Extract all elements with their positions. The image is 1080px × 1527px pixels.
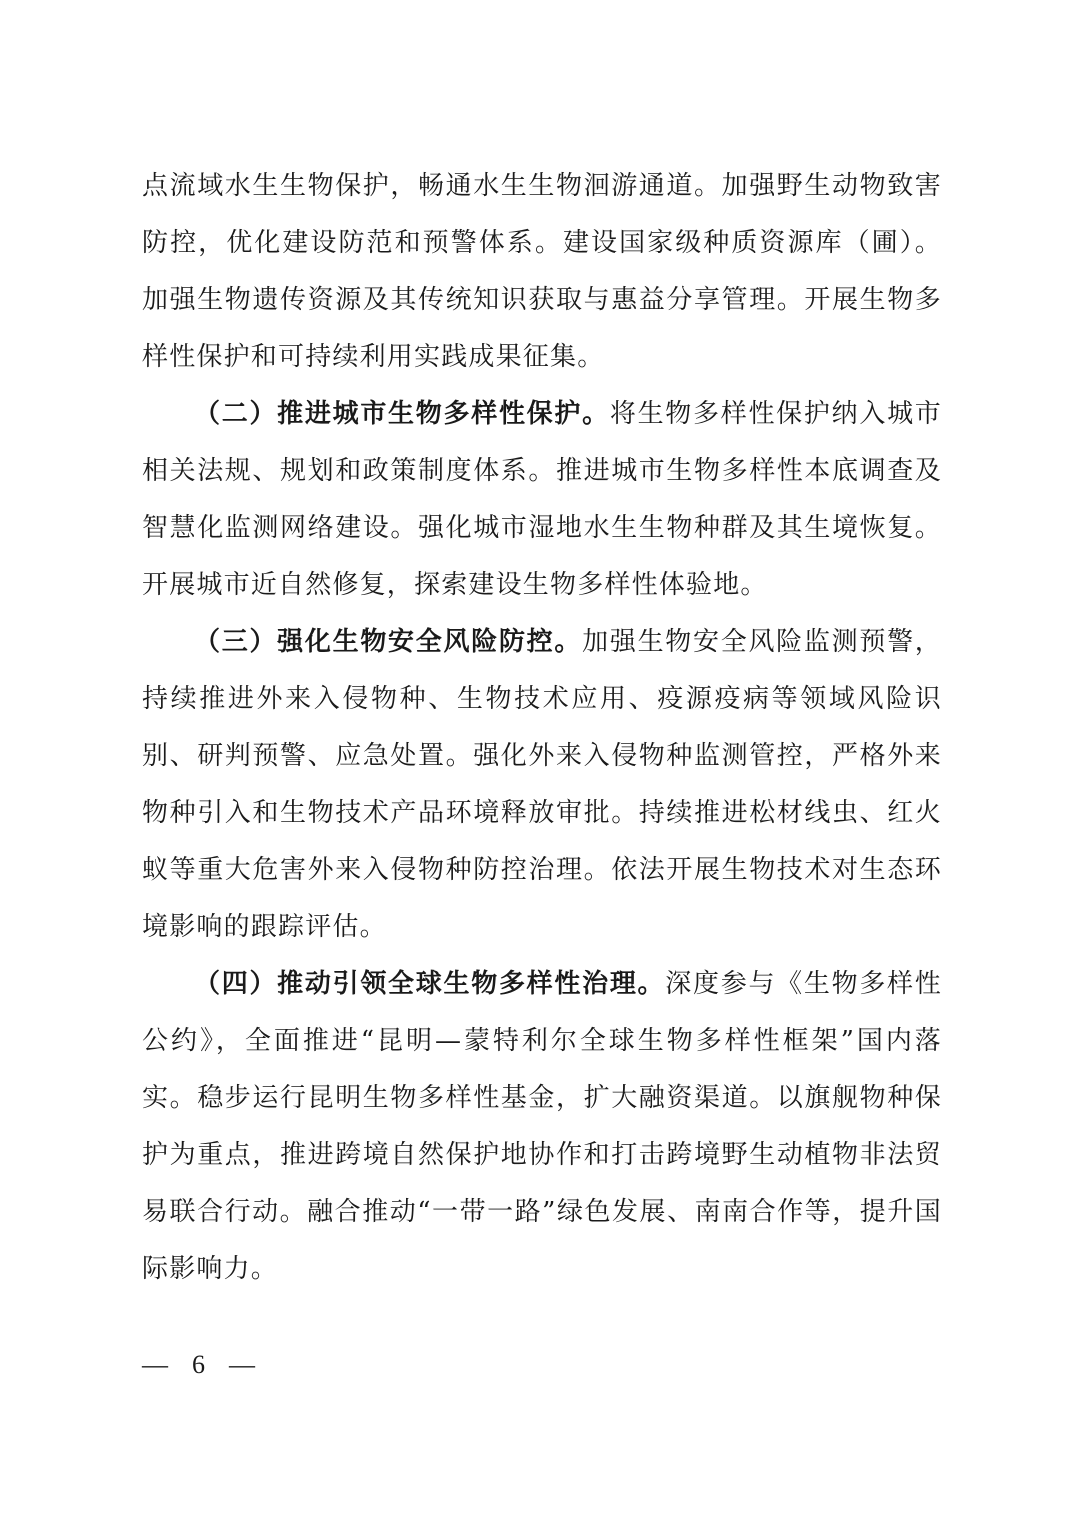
footer-dash-right: — (229, 1350, 257, 1379)
paragraph-continuation (142, 158, 942, 386)
paragraph-lead-heading: （四）推动引领全球生物多样性治理。 (194, 969, 666, 999)
paragraph-urban-biodiversity (142, 386, 942, 614)
paragraph-text: 加强生物安全风险监测预警，持续推进外来入侵物种、生物技术应用、疫源疫病等领域风险识别、研判预警、应急处置。强化外来入侵物种监测管控，严格外来物种引入和生物技术产品环境释放审批。持续推进松材线虫、红火蚁等重大危害外来入侵物种防控治理。依法开展生物技术对生态环境影响的跟踪评估。 (142, 627, 942, 942)
paragraph-global-governance (142, 956, 942, 1298)
document-body (142, 158, 942, 1298)
paragraph-text: 点流域水生生物保护，畅通水生生物洄游通道。加强野生动物致害防控，优化建设防范和预警体系。建设国家级种质资源库（圃）。加强生物遗传资源及其传统知识获取与惠益分享管理。开展生物多样性保护和可持续利用实践成果征集。 (142, 171, 942, 372)
page-footer (142, 1350, 257, 1380)
page-number: 6 (192, 1350, 207, 1379)
paragraph-biosafety-risk (142, 614, 942, 956)
paragraph-lead-heading: （三）强化生物安全风险防控。 (194, 627, 583, 657)
paragraph-lead-heading: （二）推进城市生物多样性保护。 (194, 399, 610, 429)
footer-dash-left: — (142, 1350, 170, 1379)
paragraph-text: 深度参与《生物多样性公约》，全面推进“昆明—蒙特利尔全球生物多样性框架”国内落实。稳步运行昆明生物多样性基金，扩大融资渠道。以旗舰物种保护为重点，推进跨境自然保护地协作和打击跨境野生动植物非法贸易联合行动。融合推动“一带一路”绿色发展、南南合作等，提升国际影响力。 (142, 969, 942, 1284)
paragraph-text: 将生物多样性保护纳入城市相关法规、规划和政策制度体系。推进城市生物多样性本底调查及智慧化监测网络建设。强化城市湿地水生生物种群及其生境恢复。开展城市近自然修复，探索建设生物多样性体验地。 (142, 399, 942, 600)
